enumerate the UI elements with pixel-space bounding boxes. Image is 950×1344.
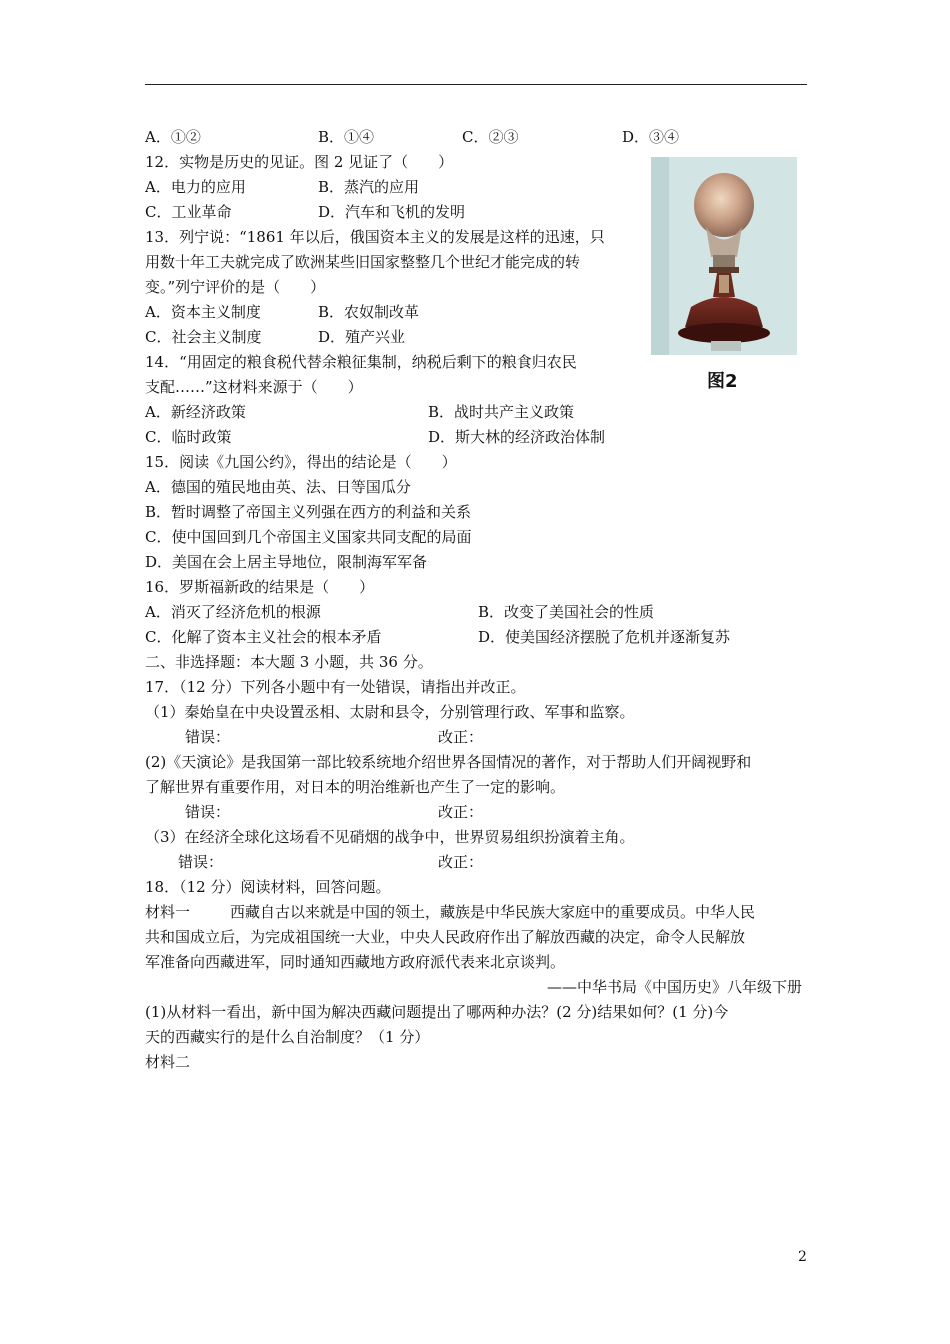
light-bulb-icon xyxy=(651,157,797,355)
section-2-heading: 二、非选择题：本大题 3 小题，共 36 分。 xyxy=(145,653,433,671)
q17-part-2-error-label: 错误： xyxy=(185,803,231,821)
q17-part-2-line-1: (2)《天演论》是我国第一部比较系统地介绍世界各国情况的著作，对于帮助人们开阔视野和 xyxy=(145,753,752,771)
q13-option-c: C．社会主义制度 xyxy=(145,328,262,346)
q16-stem: 16．罗斯福新政的结果是（ ） xyxy=(145,578,375,596)
q17-part-3-error-label: 错误： xyxy=(178,853,224,871)
q12-option-b: B．蒸汽的应用 xyxy=(318,178,420,196)
q15-option-a: A．德国的殖民地由英、法、日等国瓜分 xyxy=(145,478,411,496)
q14-option-b: B．战时共产主义政策 xyxy=(428,403,575,421)
q11-option-c: C．②③ xyxy=(462,128,519,146)
q18-sub-question-1-line-2: 天的西藏实行的是什么自治制度？（1 分） xyxy=(145,1028,430,1046)
q15-option-c: C．使中国回到几个帝国主义国家共同支配的局面 xyxy=(145,528,472,546)
q13-line-2: 用数十年工夫就完成了欧洲某些旧国家整整几个世纪才能完成的转 xyxy=(145,253,581,271)
q18-stem: 18．（12 分）阅读材料，回答问题。 xyxy=(145,878,391,896)
q14-line-1: 14．“用固定的粮食税代替余粮征集制，纳税后剩下的粮食归农民 xyxy=(145,353,577,371)
q18-material-1-line-1: 西藏自古以来就是中国的领土，藏族是中华民族大家庭中的重要成员。中华人民 xyxy=(230,903,756,921)
q13-line-3: 变。”列宁评价的是（ ） xyxy=(145,278,326,296)
q17-part-2-line-2: 了解世界有重要作用，对日本的明治维新也产生了一定的影响。 xyxy=(145,778,566,796)
q15-stem: 15．阅读《九国公约》，得出的结论是（ ） xyxy=(145,453,457,471)
page-number: 2 xyxy=(798,1249,807,1265)
q16-option-a: A．消灭了经济危机的根源 xyxy=(145,603,321,621)
q11-option-b: B．①④ xyxy=(318,128,375,146)
q17-part-2-correct-label: 改正： xyxy=(438,803,484,821)
light-bulb-photo xyxy=(651,157,797,355)
figure-label: 图2 xyxy=(707,371,738,392)
q16-option-d: D．使美国经济摆脱了危机并逐渐复苏 xyxy=(478,628,731,646)
q16-option-b: B．改变了美国社会的性质 xyxy=(478,603,655,621)
q18-material-1-line-2: 共和国成立后，为完成祖国统一大业，中央人民政府作出了解放西藏的决定，命令人民解放 xyxy=(145,928,746,946)
q11-option-a: A．①② xyxy=(145,128,201,146)
q13-option-b: B．农奴制改革 xyxy=(318,303,420,321)
q12-option-c: C．工业革命 xyxy=(145,203,232,221)
q16-option-c: C．化解了资本主义社会的根本矛盾 xyxy=(145,628,382,646)
q11-option-d: D．③④ xyxy=(622,128,680,146)
q12-stem: 12．实物是历史的见证。图 2 见证了（ ） xyxy=(145,153,454,171)
q13-option-a: A．资本主义制度 xyxy=(145,303,261,321)
q18-sub-question-1-line-1: (1)从材料一看出，新中国为解决西藏问题提出了哪两种办法？(2 分)结果如何？(1 分)今 xyxy=(145,1003,729,1021)
q12-option-a: A．电力的应用 xyxy=(145,178,246,196)
q18-material-1-label: 材料一 xyxy=(145,903,191,921)
q12-option-d: D．汽车和飞机的发明 xyxy=(318,203,466,221)
q17-part-1-correct-label: 改正： xyxy=(438,728,484,746)
q17-stem: 17．（12 分）下列各小题中有一处错误，请指出并改正。 xyxy=(145,678,526,696)
q15-option-d: D．美国在会上居主导地位，限制海军军备 xyxy=(145,553,428,571)
q17-part-3: （3）在经济全球化这场看不见硝烟的战争中，世界贸易组织扮演着主角。 xyxy=(145,828,635,846)
q15-option-b: B．暂时调整了帝国主义列强在西方的利益和关系 xyxy=(145,503,472,521)
q18-material-2-label: 材料二 xyxy=(145,1053,191,1071)
q17-part-3-correct-label: 改正： xyxy=(438,853,484,871)
q13-line-1: 13．列宁说：“1861 年以后，俄国资本主义的发展是这样的迅速，只 xyxy=(145,228,605,246)
q14-option-c: C．临时政策 xyxy=(145,428,232,446)
q18-material-1-source: ——中华书局《中国历史》八年级下册 xyxy=(547,978,803,996)
q18-material-1-line-3: 军准备向西藏进军，同时通知西藏地方政府派代表来北京谈判。 xyxy=(145,953,566,971)
header-rule xyxy=(145,84,807,85)
q14-option-a: A．新经济政策 xyxy=(145,403,246,421)
q17-part-1: （1）秦始皇在中央设置丞相、太尉和县令，分别管理行政、军事和监察。 xyxy=(145,703,635,721)
q17-part-1-error-label: 错误： xyxy=(185,728,231,746)
q14-option-d: D．斯大林的经济政治体制 xyxy=(428,428,606,446)
q13-option-d: D．殖产兴业 xyxy=(318,328,406,346)
q14-line-2: 支配……”这材料来源于（ ） xyxy=(145,378,363,396)
